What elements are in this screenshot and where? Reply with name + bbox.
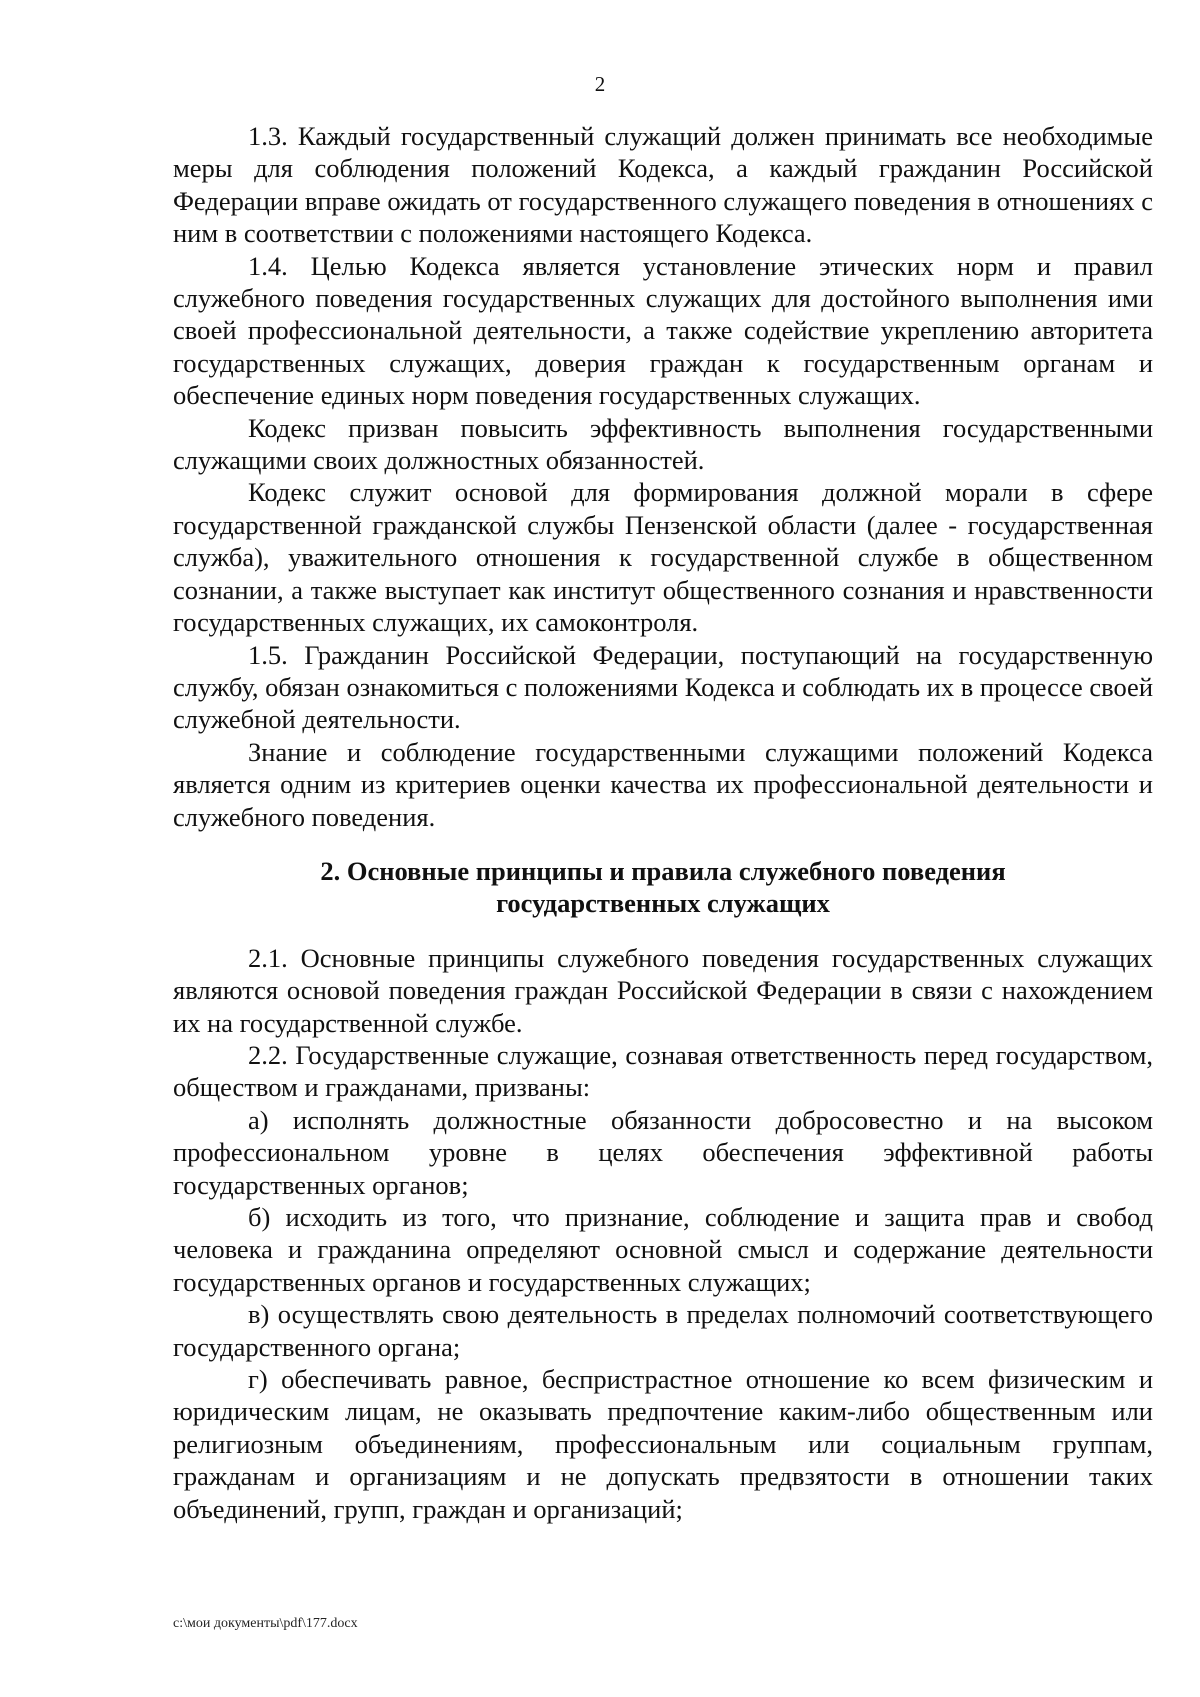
paragraph-1-5: 1.5. Гражданин Российской Федерации, поступающий на государственную службу, обязан ознакомиться с положениями Кодекса и соблюдать их в процессе своей служебной деятельности. <box>173 639 1153 735</box>
paragraph-1-4: 1.4. Целью Кодекса является установление этических норм и правил служебного поведения государственных служащих для достойного выполнения ими своей профессиональной деятельности, а также содействие укреплению авторитета государственных служащих, доверия граждан к государственным органам и обеспечение единых норм поведения государственных служащих. <box>173 250 1153 411</box>
list-item-g: г) обеспечивать равное, беспристрастное отношение ко всем физическим и юридическим лицам, не оказывать предпочтение каким-либо общественным или религиозным объединениям, профессиональным или социальным группам, гражданам и организациям и не допускать предвзятости в отношении таких объединений, групп, граждан и организаций; <box>173 1364 1153 1524</box>
list-item-b: б) исходить из того, что признание, соблюдение и защита прав и свобод человека и гражданина определяют основной смысл и содержание деятельности государственных органов и государственных служащих; <box>173 1202 1153 1297</box>
page-number: 2 <box>594 72 606 96</box>
paragraph-code-basis: Кодекс служит основой для формирования должной морали в сфере государственной гражданской службы Пензенской области (далее - государственная служба), уважительного отношения к государственной службе в общественном сознании, а также выступает как институт общественного сознания и нравственности государственных служащих, их самоконтроля. <box>173 477 1153 638</box>
paragraph-2-2: 2.2. Государственные служащие, сознавая ответственность перед государством, обществом и гражданами, призваны: <box>173 1039 1153 1103</box>
paragraph-2-1: 2.1. Основные принципы служебного поведения государственных служащих являются основой поведения граждан Российской Федерации в связи с нахождением их на государственной службе. <box>173 942 1153 1038</box>
paragraph-code-purpose: Кодекс призван повысить эффективность выполнения государственными служащими своих должностных обязанностей. <box>173 412 1153 476</box>
paragraph-1-3: 1.3. Каждый государственный служащий должен принимать все необходимые меры для соблюдения положений Кодекса, а каждый гражданин Российской Федерации вправе ожидать от государственного служащего поведения в отношениях с ним в соответствии с положениями настоящего Кодекса. <box>173 121 1153 249</box>
section-heading-line-1: 2. Основные принципы и правила служебного поведения <box>320 855 1006 886</box>
footer-file-path: c:\мои документы\pdf\177.docx <box>173 1616 358 1631</box>
list-item-v: в) осуществлять свою деятельность в пределах полномочий соответствующего государственного органа; <box>173 1299 1153 1362</box>
section-heading-line-2: государственных служащих <box>496 888 830 919</box>
document-body <box>173 120 1153 1525</box>
section-heading <box>173 855 1153 920</box>
list-item-a: а) исполнять должностные обязанности добросовестно и на высоком профессиональном уровне в целях обеспечения эффективной работы государственных органов; <box>173 1104 1153 1200</box>
paragraph-code-knowledge: Знание и соблюдение государственными служащими положений Кодекса является одним из критериев оценки качества их профессиональной деятельности и служебного поведения. <box>173 736 1153 832</box>
